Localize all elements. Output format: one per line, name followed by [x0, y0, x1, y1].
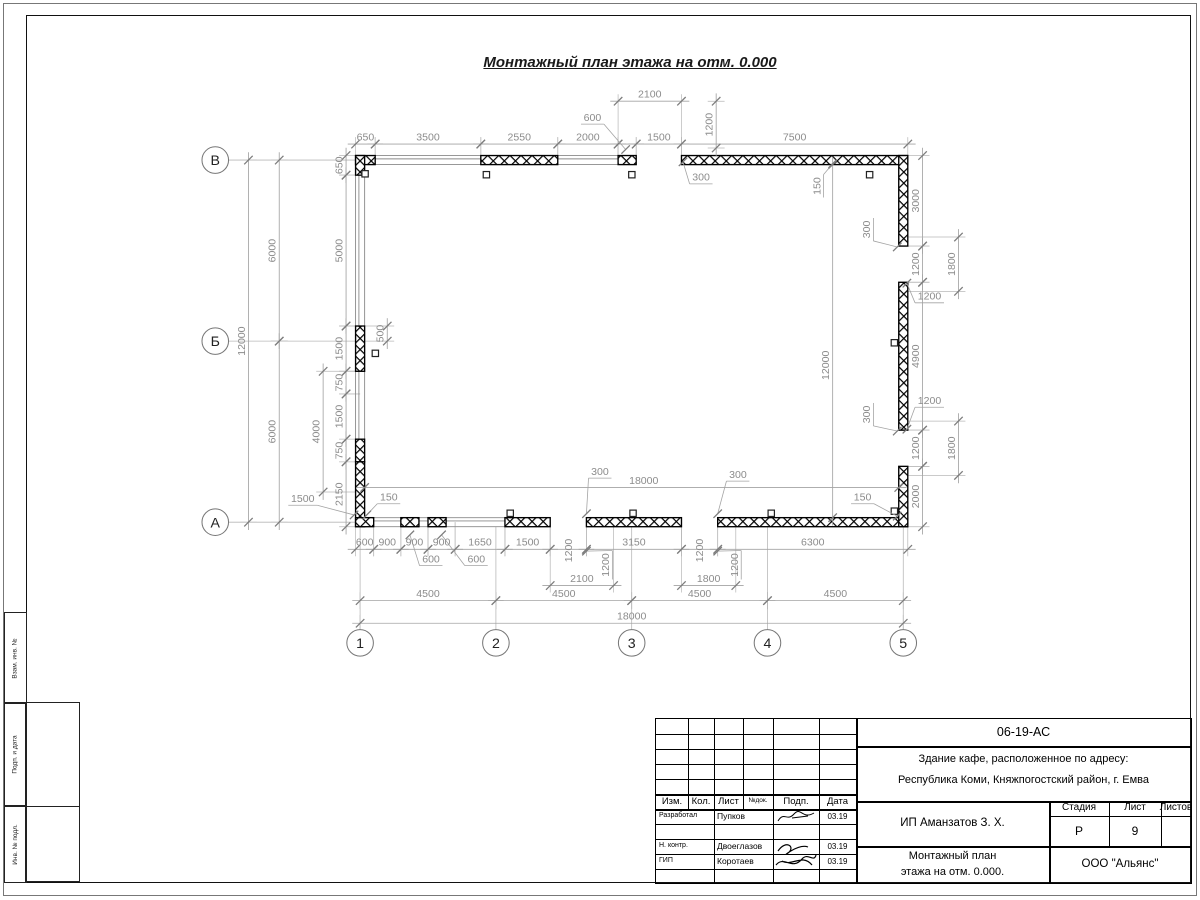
svg-text:300: 300	[692, 171, 710, 184]
svg-text:1500: 1500	[515, 536, 540, 549]
svg-text:1200: 1200	[562, 538, 575, 563]
svg-text:1200: 1200	[909, 252, 922, 276]
svg-text:12000: 12000	[820, 350, 833, 380]
svg-text:750: 750	[333, 441, 346, 460]
svg-text:300: 300	[861, 405, 874, 424]
tb-stage-value: Р	[1074, 823, 1083, 838]
tb-line	[656, 734, 856, 735]
svg-text:150: 150	[379, 491, 398, 504]
svg-text:2150: 2150	[333, 482, 346, 506]
tb-doc-title-line1: Монтажный план	[908, 850, 997, 863]
svg-text:150: 150	[853, 491, 872, 504]
svg-text:4500: 4500	[552, 588, 576, 601]
svg-text:18000: 18000	[617, 610, 647, 623]
svg-text:650: 650	[333, 156, 346, 175]
svg-text:2100: 2100	[570, 572, 594, 585]
margin-extra-box	[25, 702, 80, 807]
tb-company: ООО "Альянс"	[1081, 858, 1159, 871]
signature	[774, 809, 819, 825]
svg-text:150: 150	[811, 177, 824, 195]
margin-stamp-label: Взам. инв. №	[12, 637, 19, 679]
tb-col-podp: Подп.	[783, 795, 809, 807]
margin-extra-box	[25, 805, 80, 882]
svg-text:18000: 18000	[629, 474, 659, 487]
margin-stamp-podp	[4, 702, 27, 807]
tb-role: Разработал	[659, 812, 698, 820]
svg-text:6000: 6000	[266, 238, 279, 263]
svg-text:3150: 3150	[622, 536, 646, 549]
tb-line	[656, 869, 856, 870]
svg-text:4500: 4500	[823, 588, 848, 601]
svg-text:300: 300	[591, 465, 609, 478]
svg-text:1200: 1200	[917, 290, 942, 303]
tb-client: ИП Аманзатов З. Х.	[900, 817, 1005, 830]
floor-plan-svg	[170, 48, 1030, 678]
svg-text:1500: 1500	[647, 131, 671, 144]
svg-text:3000: 3000	[909, 189, 922, 213]
svg-text:2550: 2550	[507, 131, 532, 144]
svg-text:500: 500	[374, 324, 387, 343]
svg-text:12000: 12000	[235, 326, 248, 356]
svg-text:300: 300	[729, 468, 747, 481]
svg-text:1200: 1200	[703, 112, 716, 137]
svg-text:А: А	[210, 515, 220, 532]
svg-text:4000: 4000	[310, 419, 323, 444]
tb-date: 03.19	[827, 841, 848, 851]
svg-text:1200: 1200	[909, 436, 922, 460]
svg-text:4500: 4500	[416, 588, 440, 601]
tb-line	[656, 749, 856, 750]
svg-text:1200: 1200	[917, 394, 942, 407]
svg-text:5: 5	[899, 636, 908, 653]
svg-text:1800: 1800	[945, 436, 958, 460]
svg-text:1500: 1500	[333, 336, 346, 361]
tb-line	[656, 779, 856, 780]
svg-text:4: 4	[763, 636, 772, 653]
tb-col-data: Дата	[826, 795, 849, 807]
svg-text:600: 600	[467, 553, 486, 566]
svg-text:1200: 1200	[728, 553, 741, 577]
tb-doc-code: 06-19-АС	[996, 724, 1051, 739]
tb-doc-title-line2: этажа на отм. 0.000.	[900, 866, 1005, 879]
margin-stamp-label: Инв. № подл.	[12, 823, 19, 865]
svg-text:1200: 1200	[694, 538, 707, 563]
svg-text:3: 3	[627, 636, 636, 653]
svg-text:2000: 2000	[576, 131, 600, 144]
tb-date: 03.19	[827, 811, 848, 821]
svg-text:1800: 1800	[696, 572, 721, 585]
svg-text:В: В	[210, 153, 220, 170]
svg-text:900: 900	[405, 536, 424, 549]
tb-line	[656, 824, 856, 825]
svg-text:1800: 1800	[945, 252, 958, 276]
tb-sheets-value	[1161, 816, 1191, 846]
svg-text:650: 650	[356, 131, 375, 144]
tb-col-doc: №док.	[748, 797, 768, 805]
svg-text:6300: 6300	[801, 536, 825, 549]
tb-col-izm: Изм.	[661, 795, 683, 807]
svg-text:7500: 7500	[782, 131, 807, 144]
tb-role: ГИП	[659, 857, 673, 865]
margin-stamp-inv	[4, 805, 27, 883]
svg-text:5000: 5000	[333, 238, 346, 263]
svg-text:2: 2	[491, 636, 500, 653]
svg-text:300: 300	[861, 220, 874, 239]
plan-title: Монтажный план этажа на отм. 0.000	[483, 54, 777, 71]
svg-text:4900: 4900	[909, 344, 922, 368]
svg-text:2000: 2000	[909, 484, 922, 509]
tb-stage-header: Стадия	[1061, 802, 1097, 814]
tb-name: Пупков	[717, 811, 746, 822]
tb-name: Коротаев	[717, 856, 754, 867]
tb-sheet-header: Лист	[1124, 802, 1146, 814]
svg-text:1: 1	[356, 636, 365, 653]
tb-object-line2: Республика Коми, Княжпогостский район, г. Емва	[897, 774, 1150, 787]
tb-object-line1: Здание кафе, расположенное по адресу:	[918, 753, 1129, 766]
svg-text:600: 600	[355, 536, 374, 549]
signature	[772, 837, 820, 873]
tb-sheets-header: Листов	[1159, 802, 1193, 814]
margin-stamp-label: Подп. и дата	[12, 735, 20, 774]
tb-col-kol: Кол.	[691, 795, 711, 807]
svg-text:4500: 4500	[687, 588, 712, 601]
svg-text:1650: 1650	[468, 536, 492, 549]
tb-name: Двоеглазов	[717, 841, 763, 852]
margin-stamp-vzam	[4, 612, 27, 704]
svg-text:3500: 3500	[416, 131, 440, 144]
svg-text:Б: Б	[210, 334, 220, 351]
title-block	[655, 718, 1192, 884]
svg-text:1500: 1500	[291, 492, 315, 505]
tb-line	[656, 764, 856, 765]
svg-text:1500: 1500	[333, 404, 346, 429]
svg-text:600: 600	[583, 111, 602, 124]
tb-col-list: Лист	[718, 795, 739, 807]
svg-text:600: 600	[422, 553, 440, 566]
svg-text:2100: 2100	[638, 88, 662, 101]
svg-text:900: 900	[378, 536, 397, 549]
svg-text:6000: 6000	[266, 419, 279, 444]
tb-date: 03.19	[827, 856, 848, 866]
svg-text:750: 750	[333, 373, 346, 392]
svg-text:900: 900	[432, 536, 451, 549]
tb-role: Н. контр.	[659, 842, 688, 850]
tb-sheet-value: 9	[1131, 823, 1139, 838]
svg-text:1200: 1200	[600, 553, 613, 577]
